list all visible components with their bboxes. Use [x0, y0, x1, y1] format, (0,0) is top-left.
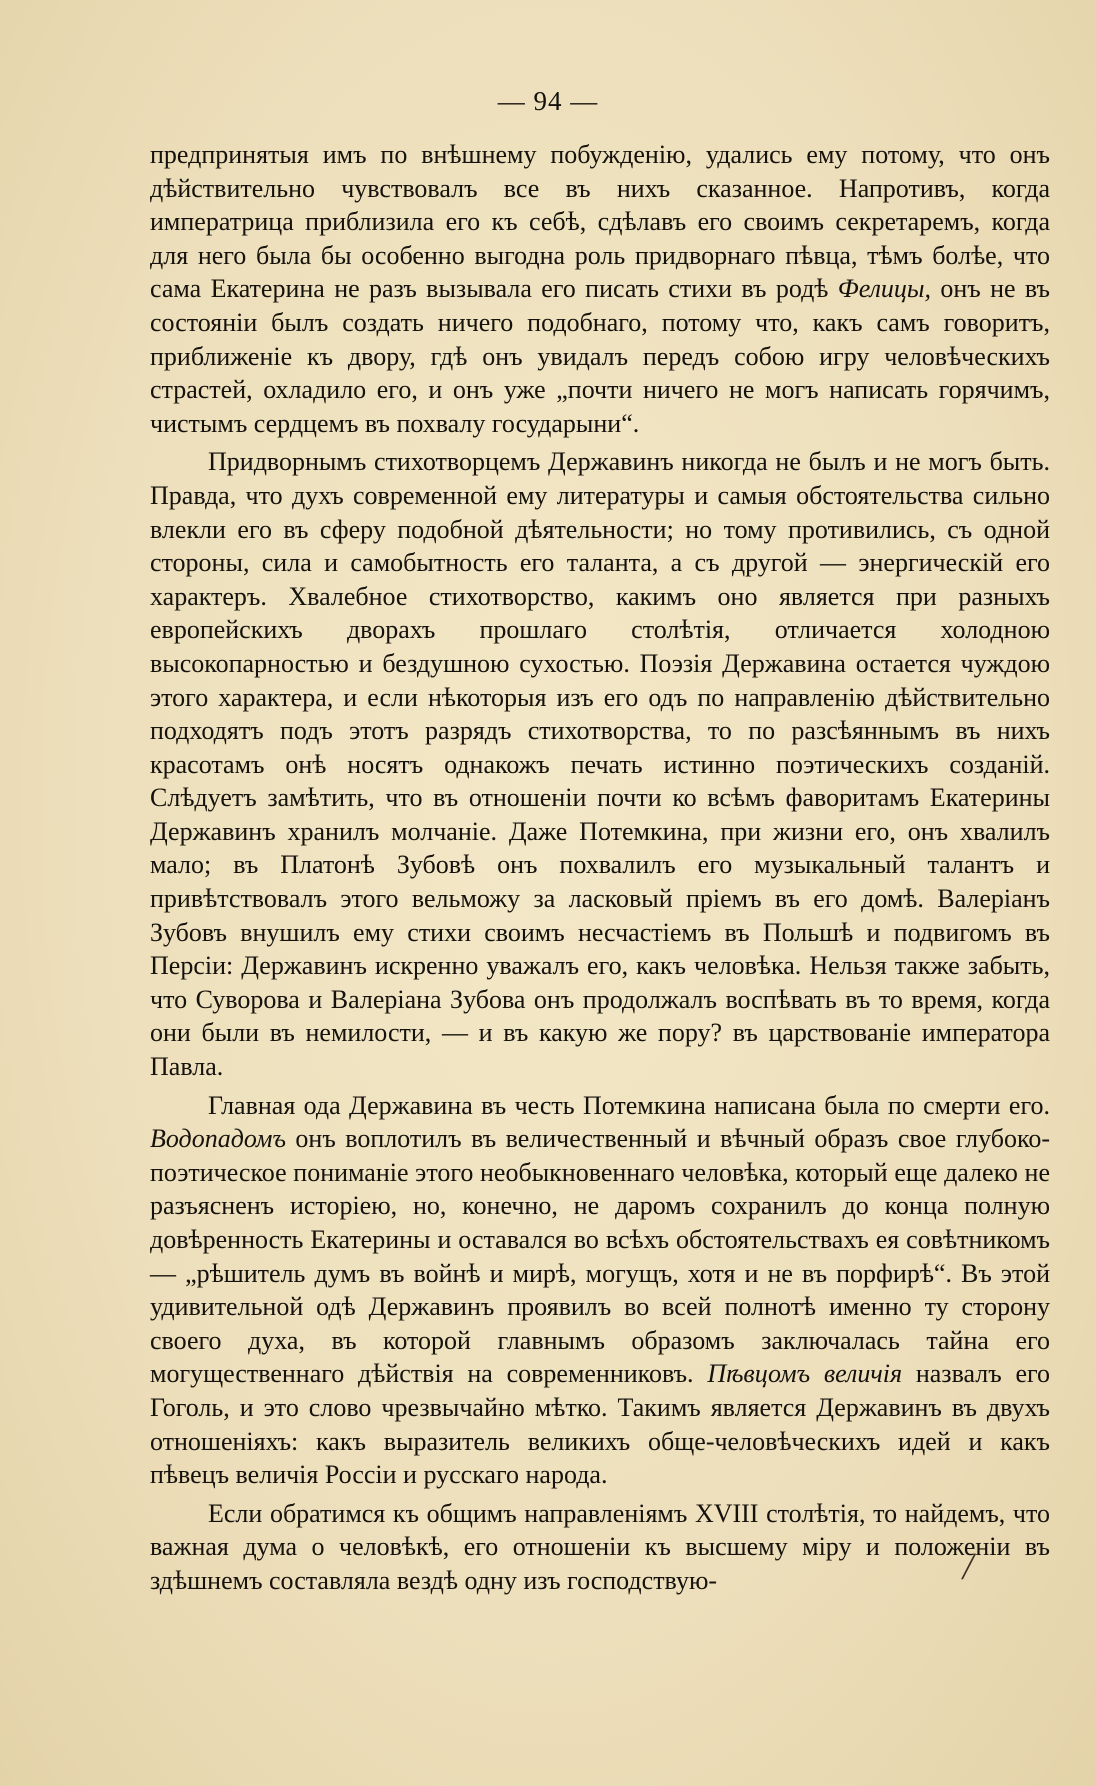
paragraph-4-text: Если обратимся къ общимъ направленіямъ XVIII столѣтія, то найдемъ, что важная дума о человѣкѣ, его отношеніи къ высшему міру и положеніи въ здѣшнемъ составляла вездѣ одну изъ господствую-	[150, 1498, 1050, 1595]
paragraph-1-text-2: онъ не въ состояніи былъ создать ничего подобнаго, потому что, какъ самъ говоритъ, приближеніе къ двору, гдѣ онъ увидалъ передъ собою игру человѣческихъ страстей, охладило его, и онъ уже „почти ничего не могъ написать горячимъ, чистымъ сердцемъ въ похвалу государыни“.	[150, 274, 1050, 438]
page-body-text	[150, 138, 1050, 1603]
paragraph-1-text-1: предпринятыя имъ по внѣшнему побужденію, удались ему потому, что онъ дѣйствительно чувствовалъ все въ нихъ сказанное. Напротивъ, когда императрица приблизила его къ себѣ, сдѣлавъ его своимъ секретаремъ, когда для него была бы особенно выгодна роль придворнаго пѣвца, тѣмъ болѣе, что сама Екатерина не разъ вызывала его писать стихи въ родѣ	[150, 140, 1050, 304]
paragraph-2	[150, 445, 1050, 1083]
paragraph-4	[150, 1497, 1050, 1598]
paragraph-3-text-1: Главная ода Державина въ честь Потемкина написана была по смерти его.	[208, 1090, 1050, 1120]
paragraph-3-text-2: онъ воплотилъ въ величественный и вѣчный образъ свое глубоко-поэтическое пониманіе этого необыкновеннаго человѣка, который еще далеко не разъясненъ исторіею, но, конечно, не даромъ сохранилъ до конца полную довѣренность Екатерины и оставался во всѣхъ обстоятельствахъ ея совѣтникомъ — „рѣшитель думъ въ войнѣ и мирѣ, могущъ, хотя и не въ порфирѣ“. Въ этой удивительной одѣ Державинъ проявилъ во всей полнотѣ именно ту сторону своего духа, въ которой главнымъ образомъ заключалась тайна его могущественнаго дѣйствія на современниковъ.	[150, 1124, 1050, 1389]
paragraph-2-text: Придворнымъ стихотворцемъ Державинъ никогда не былъ и не могъ быть. Правда, что духъ современной ему литературы и самыя обстоятельства сильно влекли его въ сферу подобной дѣятельности; но тому противились, съ одной стороны, сила и самобытность его таланта, а съ другой — энергическій его характеръ. Хвалебное стихотворство, какимъ оно является при разныхъ европейскихъ дворахъ прошлаго столѣтія, отличается холодною высокопарностью и бездушною сухостью. Поэзія Державина остается чуждою этого характера, и если нѣкоторыя изъ его одъ по направленію дѣйствительно подходятъ подъ этотъ разрядъ стихотворства, то по разсѣяннымъ въ нихъ красотамъ онѣ носятъ однакожъ печать истинно поэтическихъ созданій. Слѣдуетъ замѣтить, что въ отношеніи почти ко всѣмъ фаворитамъ Екатерины Державинъ хранилъ молчаніе. Даже Потемкина, при жизни его, онъ хвалилъ мало; въ Платонѣ Зубовѣ онъ похвалилъ его музыкальный талантъ и привѣтствовалъ этого вельможу за ласковый пріемъ въ его домѣ. Валеріанъ Зубовъ внушилъ ему стихи своимъ несчастіемъ въ Польшѣ и подвигомъ въ Персіи: Державинъ искренно уважалъ его, какъ человѣка. Нельзя также забыть, что Суворова и Валеріана Зубова онъ продолжалъ воспѣвать въ то время, когда они были въ немилости, — и въ какую же пору? въ царствованіе императора Павла.	[150, 447, 1050, 1082]
ink-mark: ╱	[962, 1554, 976, 1579]
paragraph-3-text-3: назвалъ его Гоголь, и это слово чрезвычайно мѣтко. Такимъ является Державинъ въ двухъ отношеніяхъ: какъ выразитель великихъ обще-человѣческихъ идей и какъ пѣвецъ величія Россіи и русскаго народа.	[150, 1359, 1050, 1490]
italic-title-felitsa: Фелицы,	[837, 274, 932, 304]
paragraph-3	[150, 1089, 1050, 1492]
page-number: — 94 —	[497, 86, 599, 116]
italic-phrase-pevets-velichiya: Пѣвцомъ величія	[707, 1359, 903, 1389]
paragraph-1	[150, 138, 1050, 440]
italic-title-vodopad: Водопадомъ	[150, 1124, 286, 1154]
